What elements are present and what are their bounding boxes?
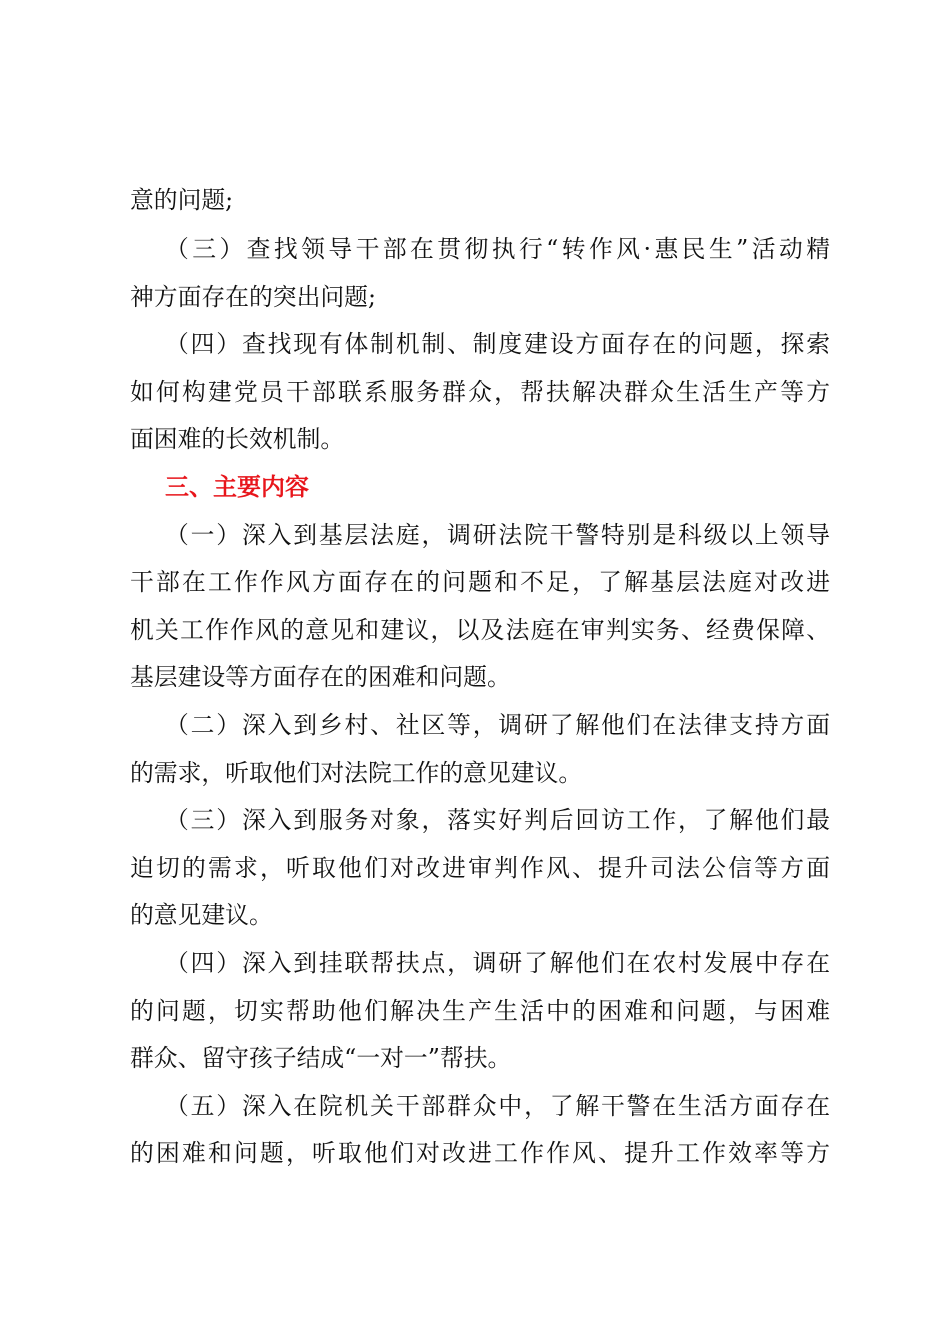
paragraph-line: （四）查找现有体制机制、制度建设方面存在的问题，探索 (165, 330, 830, 358)
paragraph-line: 面困难的长效机制。 (130, 425, 345, 453)
paragraph-line: （二）深入到乡村、社区等，调研了解他们在法律支持方面 (165, 711, 830, 739)
section-heading: 三、主要内容 (165, 473, 309, 501)
paragraph-line: 如何构建党员干部联系服务群众，帮扶解决群众生活生产等方 (130, 378, 830, 406)
paragraph-line: 的困难和问题，听取他们对改进工作作风、提升工作效率等方 (130, 1139, 830, 1167)
paragraph-line: 神方面存在的突出问题; (130, 283, 376, 311)
paragraph-line: （五）深入在院机关干部群众中，了解干警在生活方面存在 (165, 1092, 830, 1120)
paragraph-line: （三）深入到服务对象，落实好判后回访工作，了解他们最 (165, 806, 830, 834)
paragraph-line: 迫切的需求，听取他们对改进审判作风、提升司法公信等方面 (130, 854, 830, 882)
paragraph-line: 基层建设等方面存在的困难和问题。 (130, 663, 511, 691)
paragraph-line: 群众、留守孩子结成“一对一”帮扶。 (130, 1044, 512, 1072)
paragraph-line: 意的问题; (130, 186, 234, 214)
paragraph-line: 的问题，切实帮助他们解决生产生活中的困难和问题，与困难 (130, 997, 830, 1025)
paragraph-line: 机关工作作风的意见和建议，以及法庭在审判实务、经费保障、 (130, 616, 830, 644)
paragraph-line: 的意见建议。 (130, 901, 273, 929)
paragraph-line: （一）深入到基层法庭，调研法院干警特别是科级以上领导 (165, 521, 830, 549)
paragraph-line: 干部在工作作风方面存在的问题和不足，了解基层法庭对改进 (130, 568, 830, 596)
paragraph-line: （四）深入到挂联帮扶点，调研了解他们在农村发展中存在 (165, 949, 830, 977)
paragraph-line: （三）查找领导干部在贯彻执行“转作风·惠民生”活动精 (165, 235, 830, 263)
paragraph-line: 的需求，听取他们对法院工作的意见建议。 (130, 759, 583, 787)
